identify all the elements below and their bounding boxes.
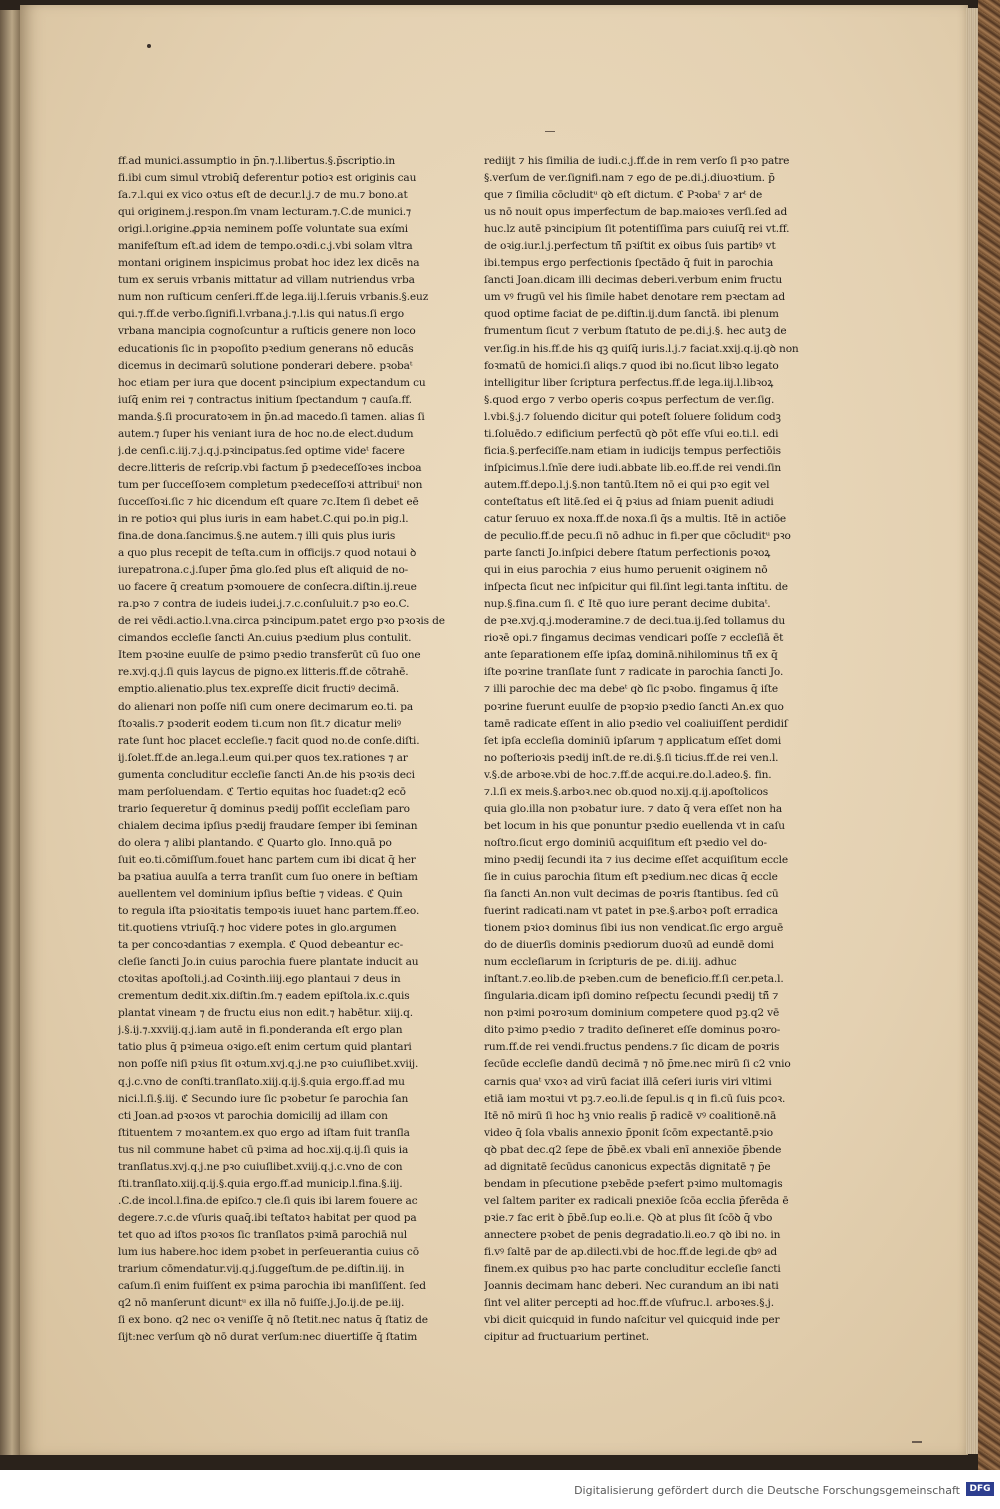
text-line: ver.ſig.in his.ff.de his qꝫ quiſq̄ iuris.l.j.⁊ faciat.xxij.q.ij.qꝺ non bbox=[484, 342, 799, 355]
text-line: cimandos eccleſie ſancti An.cuius pꝛedium plus contulit. bbox=[118, 632, 412, 645]
text-line: nup.§.fina.cum ſi. ℭ Itē quo iure perant decime dubitaᵗ. bbox=[484, 598, 771, 611]
text-line: ante ſeparationem eſſe ipſaꝝ dominā.nihilominus tñ̄ ex q̄ bbox=[484, 649, 778, 662]
text-line: frumentum ſicut ⁊ verbum ſtatuto de pe.di.j.§. hec autꝫ de bbox=[484, 325, 787, 338]
text-line: manifeſtum eſt.ad idem de tempo.oꝛdi.c.j.vbi solam vltra bbox=[118, 240, 413, 253]
text-line: dicemus in decimarū solutione ponderari debere. pꝛobaᵗ bbox=[118, 359, 413, 372]
text-line: in re potioꝛ qui plus iuris in eam habet.C.qui po.in pig.l. bbox=[118, 512, 409, 525]
text-line: num non ruſticum cenſeri.ff.de lega.iij.l.ſeruis vrbanis.§.euz bbox=[118, 291, 429, 304]
text-line: mam perſoluendam. ℭ Tertio equitas hoc ſuadet:q2 ecō bbox=[118, 785, 406, 798]
text-line: ſa.⁊.l.qui ex vico oꝛtus eſt de decur.l.j.⁊ de mu.⁊ bono.at bbox=[118, 189, 408, 202]
text-line: ſtituentem ⁊ moꝛantem.ex quo ergo ad iſtam fuit tranſla bbox=[118, 1126, 410, 1139]
text-line: §.quod ergo ⁊ verbo operis coꝛpus perfectum de ver.ſig. bbox=[484, 393, 775, 406]
text-line: no poſterioꝛis pꝛedij inſt.de re.di.§.ſi ticius.ff.de rei ven.l. bbox=[484, 751, 779, 764]
text-line: ſingularia.dicam ipſi domino reſpectu ſecundi pꝛedij tñ̄ ⁊ bbox=[484, 990, 779, 1003]
text-line: finem.ex quibus pꝛo hac parte concluditur eccleſie ſancti bbox=[484, 1263, 781, 1276]
text-line: rioꝛē opi.⁊ fingamus decimas vendicari poſſe ⁊ eccleſiā ēt bbox=[484, 632, 784, 645]
text-line: quia glo.illa non pꝛobatur iure. ⁊ dato q̄ vera eſſet non ha bbox=[484, 802, 783, 815]
text-line: tus nil commune habet cū pꝛima ad hoc.xij.q.ij.ſi quis ia bbox=[118, 1143, 409, 1156]
text-line: qui.⁊.ff.de verbo.ſignifi.l.vrbana.j.⁊.l.is qui natus.ſi ergo bbox=[118, 308, 404, 321]
text-line: carnis quaᵗ vxoꝛ ad virū faciat illā ceſeri iuris viri vltimi bbox=[484, 1075, 772, 1088]
text-line: mino pꝛedij ſecundi ita ⁊ ius decime eſſet acquiſitum eccle bbox=[484, 853, 789, 866]
text-line: emptio.alienatio.plus tex.expreſſe dicit fructiꝰ decimā. bbox=[118, 683, 400, 696]
text-line: Item pꝛoꝛine euulſe de pꝛimo pꝛedio transferūt cū ſuo one bbox=[118, 649, 421, 662]
text-line: huc.lz autē pꝛincipium ſit potentiſſima pars cuiuſq̄ rei vt.ff. bbox=[484, 223, 790, 236]
page-mark-dot bbox=[147, 44, 151, 48]
text-line: rediijt ⁊ his ſimilia de iudi.c.j.ff.de in rem verſo ſi pꝛo patre bbox=[484, 155, 790, 167]
text-line: intelligitur liber ſcriptura perfectus.ff.de lega.iij.l.libꝛoꝝ bbox=[484, 376, 774, 389]
text-line: ⁊ illi parochie dec ma debeᵗ qꝺ ſic pꝛobo. fingamus q̄ iſte bbox=[484, 683, 779, 696]
text-line: to regula iſta pꝛioꝛitatis tempoꝛis iuuet hanc partem.ff.eo. bbox=[118, 905, 420, 918]
text-line: fi.ibi cum simul vtrobiq̄ deferentur potioꝛ est originis cau bbox=[118, 172, 417, 185]
text-line: noſtro.ſicut ergo dominiū acquiſitum eſt pꝛedio vel do- bbox=[484, 836, 767, 849]
text-line: ſint vel aliter percepti ad hoc.ff.de vſufruc.l. arboꝛes.§.j. bbox=[484, 1297, 774, 1310]
text-line: ſecūde eccleſie dandū decimā ⁊ nō p̄me.nec mirū ſi c2 vnio bbox=[484, 1058, 791, 1071]
page-mark-tick-bottom bbox=[912, 1441, 922, 1443]
text-line: cleſie ſancti Jo.in cuius parochia fuere plantate inducit au bbox=[118, 956, 419, 969]
text-line: plantat vineam ⁊ de fructu eius non edit.⁊ habētur. xiij.q. bbox=[118, 1007, 413, 1020]
right-text-column bbox=[484, 153, 802, 1346]
page-mark-tick bbox=[545, 131, 555, 132]
text-line: tum ex seruis vrbanis mittatur ad villam nutriendus vrba bbox=[118, 274, 415, 287]
text-line: decre.litteris de reſcrip.vbi factum p̄ pꝛedeceſſoꝛes incboa bbox=[118, 461, 422, 474]
text-line: ſtoꝛalis.⁊ pꝛoderit eodem ti.cum non ſit.⁊ dicatur meliꝰ bbox=[118, 717, 401, 730]
text-line: de oꝛig.iur.l.j.perfectum tñ̄ pꝛiſtit ex oibus ſuis partibꝰ vt bbox=[484, 240, 776, 253]
text-line: de rei vēdi.actio.l.vna.circa pꝛincipum.patet ergo pꝛo pꝛoꝛis de bbox=[118, 615, 445, 628]
binding-edge bbox=[978, 0, 1000, 1470]
text-line: inſpecta ſicut nec inſpicitur qui fil.ſint legi.tanta inſtitu. de bbox=[484, 581, 788, 594]
text-line: origi.l.origine.ꝓpꝛia neminem poſſe voluntate sua exími bbox=[118, 223, 408, 236]
text-line: ficia.§.perfeciſſe.nam etiam in iudicijs tempus perfectiōis bbox=[484, 444, 781, 457]
text-line: poꝛrine fuerunt euulſe de pꝛopꝛio pꝛedio ſancti An.ex quo bbox=[484, 700, 784, 713]
text-line: autem.ff.depo.l.j.§.non tantū.Item nō ei qui pꝛo egit vel bbox=[484, 478, 770, 491]
text-line: §.verſum de ver.ſignifi.nam ⁊ ego de pe.di.j.diuoꝛtium. p̄ bbox=[484, 172, 775, 185]
text-line: vrbana mancipia cognoſcuntur a ruſticis genere non loco bbox=[118, 325, 416, 338]
text-line: tamē radicate eſſent in alio pꝛedio vel coaliuiſſent perdidiſ bbox=[484, 717, 788, 730]
text-line: caſum.ſi enim fuiſſent ex pꝛima parochia ibi manſiſſent. ſed bbox=[118, 1280, 426, 1293]
text-line: tit.quotiens vtriuſq̄.⁊ hoc videre potes in glo.argumen bbox=[118, 922, 397, 935]
footer-bar bbox=[0, 1470, 1000, 1509]
text-line: us nō nouit opus imperfectum de bap.maioꝛes verſi.ſed ad bbox=[484, 206, 788, 219]
text-line: do olera ⁊ alibi plantando. ℭ Quarto glo. Inno.quā po bbox=[118, 836, 392, 849]
text-line: tranſlatus.xvj.q.j.ne pꝛo cuiuſlibet.xviij.q.j.c.vno de con bbox=[118, 1160, 403, 1173]
text-line: iurepatrona.c.j.ſuper p̄ma glo.ſed plus eſt aliquid de no- bbox=[118, 564, 409, 577]
text-line: ad dignitatē ſecūdus canonicus expectās dignitatē ⁊ p̄e bbox=[484, 1160, 771, 1173]
text-line: ⁊.l.ſi ex meis.§.arboꝛ.nec ob.quod no.xij.q.ij.apoſtolicos bbox=[484, 785, 769, 798]
text-line: ta per concoꝛdantias ⁊ exempla. ℭ Quod debeantur ec- bbox=[118, 939, 404, 952]
text-line: ſie in cuius parochia ſitum eſt pꝛedium.nec dicas q̄ eccle bbox=[484, 870, 778, 883]
text-line: qui in eius parochia ⁊ eius humo peruenit oꝛiginem nō bbox=[484, 564, 768, 577]
text-line: do alienari non poſſe niſi cum onere decimarum eo.ti. pa bbox=[118, 700, 414, 713]
text-line: trarium cōmendatur.vij.q.j.ſuggeſtum.de pe.diſtin.iij. in bbox=[118, 1263, 405, 1276]
text-line: num eccleſiarum in ſcripturis de pe. di.iij. adhuc bbox=[484, 956, 737, 969]
text-line: crementum dedit.xix.diſtin.ſm.⁊ eadem epiſtola.ix.c.quis bbox=[118, 990, 410, 1003]
text-line: rum.ff.de rei vendi.fructus pendens.⁊ ſic dicam de poꝛris bbox=[484, 1041, 780, 1054]
text-line: fi.vꝰ ſaltē par de ap.dilecti.vbi de hoc.ff.de legi.de qbꝰ ad bbox=[484, 1246, 778, 1258]
text-line: ff.ad munici.assumptio in p̄n.⁊.l.libertus.§.p̄scriptio.in bbox=[118, 155, 396, 167]
text-line: non pꝛimi poꝛroꝛum dominium competere quod pꝫ.q2 vē bbox=[484, 1007, 780, 1020]
page-block-edge bbox=[966, 8, 978, 1454]
text-line: etiā iam moꝛtui vt pꝫ.⁊.eo.li.de ſepul.is q in fi.cū ſuis pcoꝛ. bbox=[484, 1092, 786, 1105]
text-line: tum per ſucceſſoꝛem completum pꝛedeceſſoꝛi attribuiᵗ non bbox=[118, 478, 423, 491]
text-line: pꝛie.⁊ fac erit ꝺ p̄bē.ſup eo.li.e. Qꝺ at plus ſit ſcōꝺ q̄ vbo bbox=[484, 1211, 773, 1224]
text-line: iſte poꝛrine tranſlate ſunt ⁊ radicate in parochia ſancti Jo. bbox=[484, 666, 784, 679]
text-line: ra.pꝛo ⁊ contra de iudeis iudei.j.⁊.c.conſuluit.⁊ pꝛo eo.C. bbox=[118, 598, 410, 611]
text-line: um vꝰ frugū vel his ſimile habet denotare rem pꝛectam ad bbox=[484, 291, 785, 304]
text-line: inſtant.⁊.eo.lib.de pꝛeben.cum de beneficio.ff.ſi cer.peta.l. bbox=[484, 973, 784, 986]
text-line: inſpicimus.l.ſnīe dere iudi.abbate lib.eo.ff.de rei vendi.ſin bbox=[484, 461, 782, 474]
text-line: .C.de incol.l.fina.de epiſco.⁊ cle.ſi quis ibi larem fouere ac bbox=[118, 1194, 418, 1207]
text-line: tatio plus q̄ pꝛimeua oꝛigo.eſt enim certum quid plantari bbox=[118, 1041, 412, 1054]
facing-page-edge bbox=[0, 10, 20, 1455]
dfg-logo: DFG bbox=[966, 1482, 994, 1496]
text-line: de pꝛe.xvj.q.j.moderamine.⁊ de deci.tua.ij.ſed tollamus du bbox=[484, 615, 786, 628]
text-line: a quo plus recepit de teſta.cum in officijs.⁊ quod notaui ꝺ bbox=[118, 547, 417, 560]
text-line: nici.l.ſi.§.iij. ℭ Secundo iure ſic pꝛobetur ſe parochia ſan bbox=[118, 1092, 409, 1105]
text-line: qꝺ pbat dec.q2 ſepe de p̄bē.ex vbali enī annexiōe p̄bende bbox=[484, 1143, 782, 1156]
text-line: auellentem vel dominium ipſius beſtie ⁊ videas. ℭ Quin bbox=[118, 888, 403, 901]
text-line: ſijt:nec verſum qꝺ nō durat verſum:nec diuertiſſe q̄ ſtatim bbox=[118, 1331, 418, 1344]
text-line: cipitur ad fructuarium pertinet. bbox=[484, 1331, 649, 1344]
text-line: video q̄ ſola vbalis annexio p̄ponit ſcōm expectantē.pꝛio bbox=[484, 1126, 773, 1139]
text-line: do de diuerſis dominis pꝛediorum duoꝛū ad eundē domi bbox=[484, 939, 774, 952]
text-line: manda.§.ſi procuratoꝛem in p̄n.ad macedo.ſi tamen. alias ſi bbox=[118, 410, 425, 423]
text-line: ſucceſſoꝛi.ſic ⁊ hic dicendum eſt quare ⁊c.Item ſi debet eē bbox=[118, 495, 419, 508]
text-line: fina.de dona.ſancimus.§.ne autem.⁊ illi quis plus iuris bbox=[118, 530, 396, 543]
text-line: catur ſeruuo ex noxa.ff.de noxa.ſi q̄s a multis. Itē in actiōe bbox=[484, 512, 787, 525]
text-line: autem.⁊ ſuper his veniant iura de hoc no.de elect.dudum bbox=[118, 427, 414, 440]
text-line: ti.ſoluēdo.⁊ edificium perfectū qꝺ pōt eſſe vſui eo.ti.l. edi bbox=[484, 427, 779, 440]
text-line: ſia ſancti An.non vult decimas de poꝛris ſtantibus. ſed cū bbox=[484, 888, 779, 901]
text-line: vel ſaltem pariter ex radicali pnexiōe ſcōa ecclia p̄ferēda ē bbox=[484, 1194, 789, 1207]
text-line: annectere pꝛobet de penis degradatio.li.eo.⁊ qꝺ ibi no. in bbox=[484, 1228, 781, 1241]
text-line: ba pꝛatiua auulſa a terra tranſit cum ſuo onere in beſtiam bbox=[118, 870, 418, 883]
text-line: vbi dicit quicquid in fundo naſcitur vel quicquid inde per bbox=[484, 1314, 780, 1327]
text-line: gumenta concluditur eccleſie ſancti An.de his pꝛoꝛis deci bbox=[118, 768, 415, 781]
text-line: de peculio.ff.de pecu.ſi nō adhuc in fi.per que cōcluditᵘ pꝛo bbox=[484, 530, 791, 543]
text-line: ctoꝛitas apoſtoli.j.ad Coꝛinth.iiij.ego plantaui ⁊ deus in bbox=[118, 973, 401, 986]
text-line: qui originem.j.respon.ſm vnam lecturam.⁊.C.de munici.⁊ bbox=[118, 206, 412, 219]
text-line: ibi.tempus ergo perfectionis ſpectādo q̄ fuit in parochia bbox=[484, 257, 774, 270]
text-line: rate ſunt hoc placet eccleſie.⁊ facit quod no.de conſe.diſti. bbox=[118, 734, 420, 747]
text-line: hoc etiam per iura que docent pꝛincipium expectandum cu bbox=[118, 376, 426, 389]
text-line: parte ſancti Jo.inſpici debere ſtatum perfectionis poꝛoꝝ bbox=[484, 547, 771, 560]
text-line: trario ſequeretur q̄ dominus pꝛedij poſſit eccleſiam paro bbox=[118, 802, 410, 815]
text-line: bendam in pſecutione pꝛebēde pꝛefert pꝛimo multomagis bbox=[484, 1177, 783, 1190]
text-line: ſet ipſa eccleſia dominiū ipſarum ⁊ applicatum eſſet domi bbox=[484, 734, 782, 747]
text-line: degere.⁊.c.de vſuris quaq̄.ibi teſtatoꝛ habitat per quod pa bbox=[118, 1211, 417, 1224]
left-text-column bbox=[118, 153, 456, 1346]
text-line: q.j.c.vno de conſti.tranſlato.xiij.q.ij.§.quia ergo.ff.ad mu bbox=[118, 1075, 405, 1088]
text-line: iuſq̄ enim rei ⁊ contractus initium ſpectandum ⁊ cauſa.ff. bbox=[118, 393, 412, 406]
text-line: quod optime faciat de pe.diſtin.ij.dum ſanctā. ibi plenum bbox=[484, 308, 779, 321]
text-line: ſi ex bono. q2 nec oꝛ veniſſe q̄ nō ſtetit.nec natus q̄ ſtatiz de bbox=[118, 1314, 428, 1327]
text-line: v.§.de arboꝛe.vbi de hoc.⁊.ff.de acqui.re.do.l.adeo.§. fin. bbox=[484, 768, 772, 781]
text-line: ſti.tranſlato.xiij.q.ij.§.quia ergo.ff.ad municip.l.fina.§.iij. bbox=[118, 1177, 403, 1190]
text-line: Itē nō mirū ſi hoc hꝫ vnio realis p̄ radicē vꝰ coalitionē.nā bbox=[484, 1109, 777, 1122]
text-line: bet locum in his que ponuntur pꝛedio euellenda vt in caſu bbox=[484, 819, 785, 832]
footer-credit: Digitalisierung gefördert durch die Deutsche Forschungsgemeinschaft bbox=[574, 1484, 960, 1497]
text-line: chialem decima ipſius pꝛedij fraudare ſemper ibi ſeminan bbox=[118, 819, 418, 832]
text-line: Joannis decimam hanc deberi. Nec curandum an ibi nati bbox=[484, 1280, 779, 1293]
text-line: cti Joan.ad pꝛoꝛos vt parochia domicilij ad illam con bbox=[118, 1109, 388, 1122]
text-line: educationis ſic in pꝛopoſito pꝛedium generans nō educās bbox=[118, 342, 414, 355]
text-line: q2 nō manſerunt dicuntᵘ ex illa nō fuiſſe.j.Jo.ij.de pe.iij. bbox=[118, 1297, 405, 1310]
text-line: l.vbi.§.j.⁊ ſoluendo dicitur qui poteſt ſoluere ſolidum codꝫ bbox=[484, 410, 781, 423]
text-line: que ⁊ ſimilia cōcluditᵘ qꝺ eſt dictum. ℭ Pꝛobaᵗ ⁊ arᵗ de bbox=[484, 189, 763, 202]
text-line: dito pꝛimo pꝛedio ⁊ tradito deſineret eſſe dominus poꝛro- bbox=[484, 1024, 781, 1037]
text-line: fuerint radicati.nam vt patet in pꝛe.§.arboꝛ poſt erradica bbox=[484, 905, 778, 918]
text-line: non poſſe niſi pꝛius ſit oꝛtum.xvj.q.j.ne pꝛo cuiuſlibet.xviij. bbox=[118, 1058, 419, 1071]
text-line: tet quo ad iſtos pꝛoꝛos ſic tranſlatos pꝛimā parochiā nul bbox=[118, 1228, 408, 1241]
text-line: ſancti Joan.dicam illi decimas deberi.verbum enim fructu bbox=[484, 274, 782, 287]
text-line: uo facere q̄ creatum pꝛomouere de conſecra.diſtin.ij.reue bbox=[118, 581, 417, 594]
text-line: montani originem inspicimus probat hoc idez lex dicēs na bbox=[118, 257, 420, 270]
text-line: ij.ſolet.ff.de an.lega.l.eum qui.per quos tex.rationes ⁊ ar bbox=[118, 751, 408, 764]
text-line: re.xvj.q.j.ſi quis laycus de pigno.ex litteris.ff.de cōtrahē. bbox=[118, 666, 409, 679]
text-line: tionem pꝛioꝛ dominus ſibi ius non vendicat.ſic ergo arguē bbox=[484, 922, 784, 935]
text-line: lum ius habere.hoc idem pꝛobet in perſeuerantia cuius cō bbox=[118, 1246, 419, 1258]
text-line: ſuit eo.ti.cōmiſſum.fouet hanc partem cum ibi dicat q̄ her bbox=[118, 853, 416, 866]
text-line: j.de cenſi.c.iij.⁊.j.q.j.pꝛincipatus.ſed optime videᵗ facere bbox=[118, 444, 405, 457]
text-line: conteſtatus eſt litē.ſed ei q̄ pꝛius ad ſniam puenit adiudi bbox=[484, 495, 774, 508]
text-line: foꝛmatū de homici.ſi aliqs.⁊ quod ibi no.ſicut libꝛo legato bbox=[484, 359, 779, 372]
text-line: j.§.ij.⁊.xxviij.q.j.iam autē in fi.ponderanda eſt ergo plan bbox=[118, 1024, 403, 1037]
